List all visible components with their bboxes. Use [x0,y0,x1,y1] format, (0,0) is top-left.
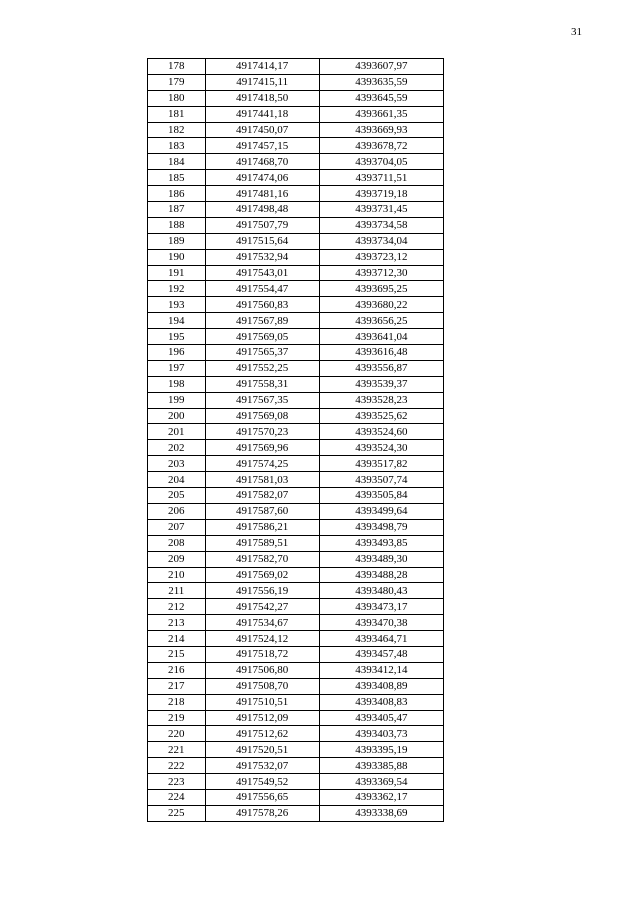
table-row [148,488,444,504]
point-number-cell: 188 [148,217,206,233]
table-row [148,535,444,551]
y-coordinate-cell: 4393695,25 [319,281,443,297]
y-coordinate-cell: 4393385,88 [319,758,443,774]
x-coordinate-cell: 4917520,51 [205,742,319,758]
y-coordinate-cell: 4393403,73 [319,726,443,742]
table-row [148,90,444,106]
y-coordinate-cell: 4393556,87 [319,360,443,376]
point-number-cell: 205 [148,488,206,504]
x-coordinate-cell: 4917589,51 [205,535,319,551]
y-coordinate-cell: 4393493,85 [319,535,443,551]
table-row [148,583,444,599]
coordinates-table-body [148,59,444,822]
point-number-cell: 204 [148,472,206,488]
y-coordinate-cell: 4393661,35 [319,106,443,122]
x-coordinate-cell: 4917574,25 [205,456,319,472]
y-coordinate-cell: 4393408,89 [319,678,443,694]
y-coordinate-cell: 4393412,14 [319,662,443,678]
point-number-cell: 200 [148,408,206,424]
point-number-cell: 201 [148,424,206,440]
table-row [148,59,444,75]
y-coordinate-cell: 4393731,45 [319,202,443,218]
x-coordinate-cell: 4917582,70 [205,551,319,567]
y-coordinate-cell: 4393723,12 [319,249,443,265]
x-coordinate-cell: 4917552,25 [205,360,319,376]
point-number-cell: 214 [148,631,206,647]
y-coordinate-cell: 4393505,84 [319,488,443,504]
x-coordinate-cell: 4917506,80 [205,662,319,678]
table-row [148,742,444,758]
table-row [148,567,444,583]
table-row [148,154,444,170]
y-coordinate-cell: 4393524,60 [319,424,443,440]
x-coordinate-cell: 4917542,27 [205,599,319,615]
point-number-cell: 181 [148,106,206,122]
table-row [148,789,444,805]
point-number-cell: 217 [148,678,206,694]
table-row [148,186,444,202]
point-number-cell: 223 [148,774,206,790]
x-coordinate-cell: 4917441,18 [205,106,319,122]
x-coordinate-cell: 4917569,05 [205,329,319,345]
point-number-cell: 190 [148,249,206,265]
y-coordinate-cell: 4393499,64 [319,503,443,519]
x-coordinate-cell: 4917507,79 [205,217,319,233]
point-number-cell: 221 [148,742,206,758]
x-coordinate-cell: 4917414,17 [205,59,319,75]
point-number-cell: 193 [148,297,206,313]
table-row [148,74,444,90]
y-coordinate-cell: 4393473,17 [319,599,443,615]
table-row [148,631,444,647]
point-number-cell: 216 [148,662,206,678]
table-row [148,122,444,138]
point-number-cell: 208 [148,535,206,551]
page-number: 31 [571,26,582,38]
x-coordinate-cell: 4917415,11 [205,74,319,90]
x-coordinate-cell: 4917581,03 [205,472,319,488]
y-coordinate-cell: 4393539,37 [319,376,443,392]
table-row [148,138,444,154]
point-number-cell: 194 [148,313,206,329]
point-number-cell: 191 [148,265,206,281]
y-coordinate-cell: 4393395,19 [319,742,443,758]
x-coordinate-cell: 4917560,83 [205,297,319,313]
table-row [148,217,444,233]
x-coordinate-cell: 4917532,94 [205,249,319,265]
y-coordinate-cell: 4393498,79 [319,519,443,535]
point-number-cell: 219 [148,710,206,726]
table-row [148,329,444,345]
x-coordinate-cell: 4917569,08 [205,408,319,424]
table-row [148,599,444,615]
point-number-cell: 199 [148,392,206,408]
x-coordinate-cell: 4917468,70 [205,154,319,170]
x-coordinate-cell: 4917586,21 [205,519,319,535]
y-coordinate-cell: 4393480,43 [319,583,443,599]
y-coordinate-cell: 4393711,51 [319,170,443,186]
y-coordinate-cell: 4393470,38 [319,615,443,631]
point-number-cell: 192 [148,281,206,297]
table-row [148,345,444,361]
y-coordinate-cell: 4393678,72 [319,138,443,154]
point-number-cell: 184 [148,154,206,170]
table-row [148,233,444,249]
y-coordinate-cell: 4393656,25 [319,313,443,329]
x-coordinate-cell: 4917512,62 [205,726,319,742]
y-coordinate-cell: 4393457,48 [319,646,443,662]
x-coordinate-cell: 4917474,06 [205,170,319,186]
point-number-cell: 207 [148,519,206,535]
table-row [148,678,444,694]
point-number-cell: 185 [148,170,206,186]
x-coordinate-cell: 4917569,02 [205,567,319,583]
point-number-cell: 202 [148,440,206,456]
coordinates-table [147,58,444,822]
point-number-cell: 178 [148,59,206,75]
x-coordinate-cell: 4917498,48 [205,202,319,218]
x-coordinate-cell: 4917587,60 [205,503,319,519]
table-row [148,265,444,281]
y-coordinate-cell: 4393635,59 [319,74,443,90]
point-number-cell: 218 [148,694,206,710]
x-coordinate-cell: 4917418,50 [205,90,319,106]
x-coordinate-cell: 4917532,07 [205,758,319,774]
point-number-cell: 224 [148,789,206,805]
table-row [148,456,444,472]
point-number-cell: 222 [148,758,206,774]
y-coordinate-cell: 4393607,97 [319,59,443,75]
table-row [148,551,444,567]
y-coordinate-cell: 4393408,83 [319,694,443,710]
x-coordinate-cell: 4917515,64 [205,233,319,249]
point-number-cell: 220 [148,726,206,742]
point-number-cell: 215 [148,646,206,662]
table-row [148,758,444,774]
x-coordinate-cell: 4917556,19 [205,583,319,599]
y-coordinate-cell: 4393517,82 [319,456,443,472]
y-coordinate-cell: 4393704,05 [319,154,443,170]
table-row [148,472,444,488]
x-coordinate-cell: 4917578,26 [205,805,319,821]
table-row [148,170,444,186]
table-row [148,694,444,710]
x-coordinate-cell: 4917518,72 [205,646,319,662]
x-coordinate-cell: 4917556,65 [205,789,319,805]
x-coordinate-cell: 4917567,89 [205,313,319,329]
x-coordinate-cell: 4917582,07 [205,488,319,504]
x-coordinate-cell: 4917512,09 [205,710,319,726]
x-coordinate-cell: 4917565,37 [205,345,319,361]
table-row [148,408,444,424]
y-coordinate-cell: 4393369,54 [319,774,443,790]
point-number-cell: 187 [148,202,206,218]
table-row [148,249,444,265]
table-row [148,106,444,122]
point-number-cell: 213 [148,615,206,631]
y-coordinate-cell: 4393524,30 [319,440,443,456]
point-number-cell: 203 [148,456,206,472]
table-row [148,710,444,726]
point-number-cell: 211 [148,583,206,599]
y-coordinate-cell: 4393464,71 [319,631,443,647]
x-coordinate-cell: 4917569,96 [205,440,319,456]
x-coordinate-cell: 4917450,07 [205,122,319,138]
y-coordinate-cell: 4393719,18 [319,186,443,202]
point-number-cell: 210 [148,567,206,583]
y-coordinate-cell: 4393525,62 [319,408,443,424]
x-coordinate-cell: 4917508,70 [205,678,319,694]
table-row [148,281,444,297]
x-coordinate-cell: 4917554,47 [205,281,319,297]
table-row [148,313,444,329]
table-row [148,503,444,519]
x-coordinate-cell: 4917558,31 [205,376,319,392]
y-coordinate-cell: 4393488,28 [319,567,443,583]
table-row [148,646,444,662]
x-coordinate-cell: 4917457,15 [205,138,319,154]
point-number-cell: 180 [148,90,206,106]
table-row [148,440,444,456]
y-coordinate-cell: 4393734,04 [319,233,443,249]
y-coordinate-cell: 4393489,30 [319,551,443,567]
y-coordinate-cell: 4393528,23 [319,392,443,408]
y-coordinate-cell: 4393362,17 [319,789,443,805]
x-coordinate-cell: 4917567,35 [205,392,319,408]
x-coordinate-cell: 4917524,12 [205,631,319,647]
point-number-cell: 186 [148,186,206,202]
x-coordinate-cell: 4917534,67 [205,615,319,631]
point-number-cell: 198 [148,376,206,392]
table-row [148,202,444,218]
x-coordinate-cell: 4917510,51 [205,694,319,710]
table-row [148,774,444,790]
point-number-cell: 179 [148,74,206,90]
y-coordinate-cell: 4393507,74 [319,472,443,488]
point-number-cell: 196 [148,345,206,361]
y-coordinate-cell: 4393645,59 [319,90,443,106]
table-row [148,376,444,392]
table-row [148,424,444,440]
x-coordinate-cell: 4917570,23 [205,424,319,440]
table-row [148,360,444,376]
point-number-cell: 209 [148,551,206,567]
point-number-cell: 225 [148,805,206,821]
y-coordinate-cell: 4393669,93 [319,122,443,138]
table-row [148,297,444,313]
y-coordinate-cell: 4393405,47 [319,710,443,726]
point-number-cell: 197 [148,360,206,376]
table-row [148,519,444,535]
table-row [148,392,444,408]
x-coordinate-cell: 4917543,01 [205,265,319,281]
x-coordinate-cell: 4917481,16 [205,186,319,202]
point-number-cell: 182 [148,122,206,138]
y-coordinate-cell: 4393641,04 [319,329,443,345]
table-row [148,726,444,742]
point-number-cell: 183 [148,138,206,154]
point-number-cell: 189 [148,233,206,249]
y-coordinate-cell: 4393338,69 [319,805,443,821]
point-number-cell: 212 [148,599,206,615]
y-coordinate-cell: 4393680,22 [319,297,443,313]
table-row [148,615,444,631]
point-number-cell: 195 [148,329,206,345]
y-coordinate-cell: 4393734,58 [319,217,443,233]
x-coordinate-cell: 4917549,52 [205,774,319,790]
y-coordinate-cell: 4393616,48 [319,345,443,361]
table-row [148,662,444,678]
table-row [148,805,444,821]
y-coordinate-cell: 4393712,30 [319,265,443,281]
point-number-cell: 206 [148,503,206,519]
